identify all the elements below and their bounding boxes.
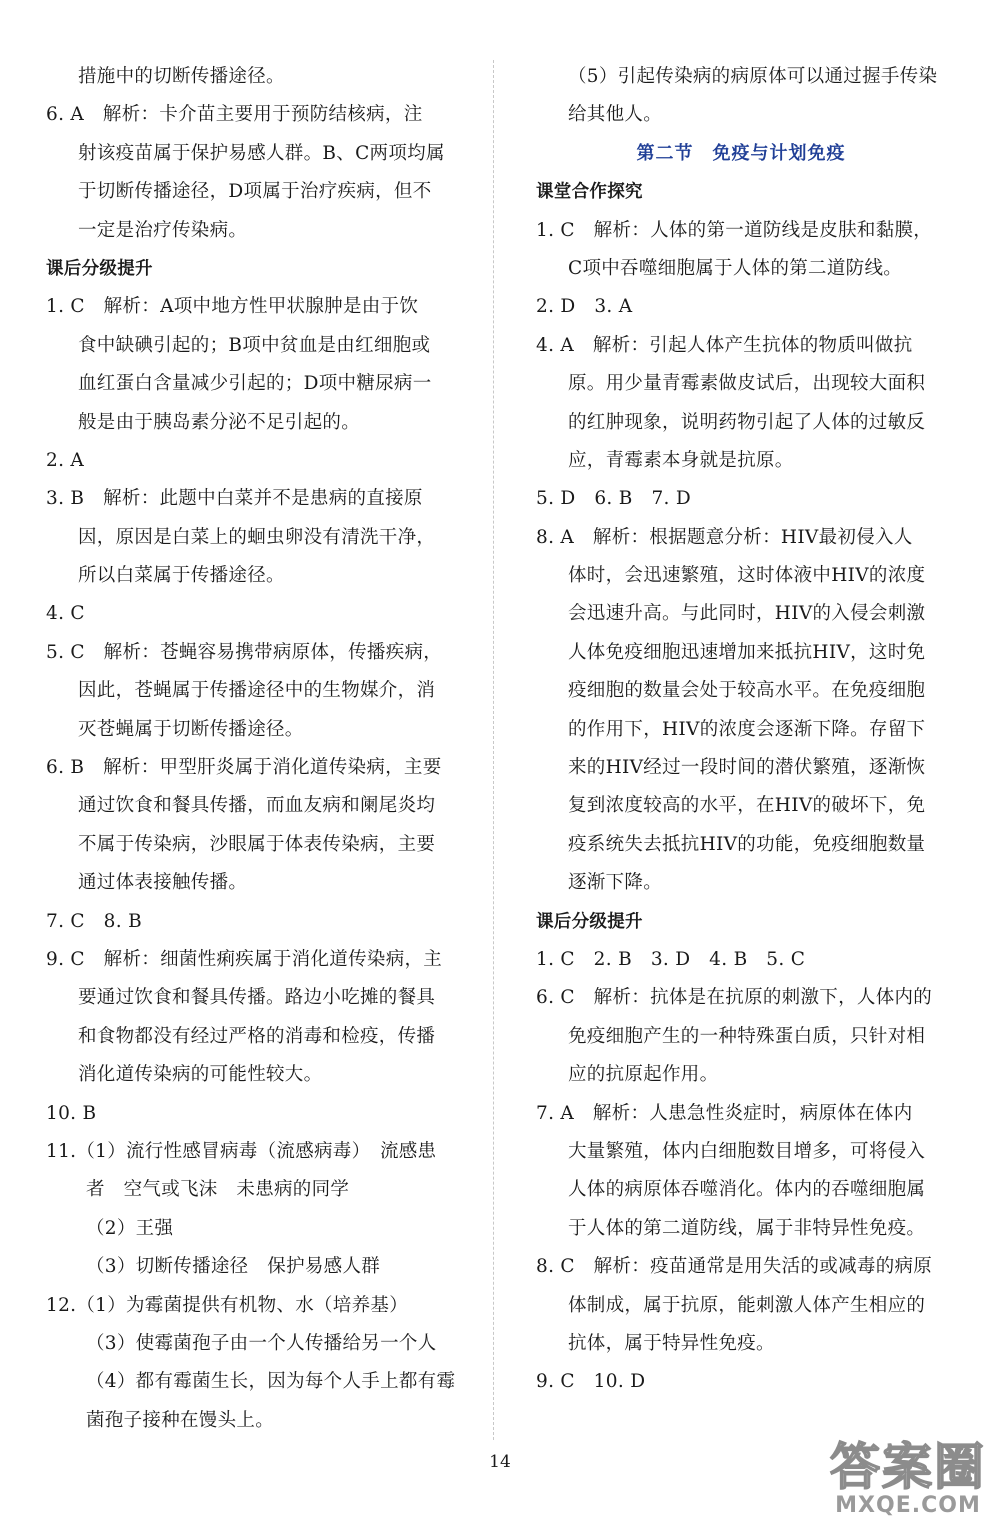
text-line: 11.（1）流行性感冒病毒（流感病毒） 流感患 (46, 1140, 437, 1162)
text-line: 消化道传染病的可能性较大。 (78, 1064, 323, 1086)
text-line: 5. D 6. B 7. D (536, 488, 692, 510)
text-line: 所以白菜属于传播途径。 (78, 565, 285, 587)
watermark-text: 答案圈 (830, 1438, 986, 1496)
text-line: 菌孢子接种在馒头上。 (86, 1409, 275, 1431)
text-line: 因，原因是白菜上的蛔虫卵没有清洗干净， (78, 526, 436, 548)
text-line: 9. C 解析：细菌性痢疾属于消化道传染病，主 (46, 948, 443, 970)
text-line: 疫系统失去抵抗HIV的功能，免疫细胞数量 (568, 833, 926, 855)
text-line: 1. C 解析：人体的第一道防线是皮肤和黏膜， (536, 219, 933, 241)
text-line: 1. C 解析：A项中地方性甲状腺肿是由于饮 (46, 296, 419, 318)
text-line: 3. B 解析：此题中白菜并不是患病的直接原 (46, 488, 423, 510)
subsection-heading: 课后分级提升 (46, 258, 153, 279)
left-column (46, 58, 466, 1440)
watermark-url: MXQE.COM (835, 1493, 981, 1518)
text-line: 4. C (46, 603, 85, 625)
text-line: 1. C 2. B 3. D 4. B 5. C (536, 948, 806, 970)
text-line: 应的抗原起作用。 (568, 1064, 719, 1086)
text-line: 8. A 解析：根据题意分析：HIV最初侵入人 (536, 526, 913, 548)
text-line: 复到浓度较高的水平，在HIV的破坏下，免 (568, 795, 926, 817)
text-line: 10. B (46, 1102, 97, 1124)
text-line: 7. A 解析：人患急性炎症时，病原体在体内 (536, 1102, 913, 1124)
text-line: 5. C 解析：苍蝇容易携带病原体，传播疾病， (46, 641, 443, 663)
text-line: 原。用少量青霉素做皮试后，出现较大面积 (568, 373, 926, 395)
column-divider (493, 60, 494, 1440)
text-line: 大量繁殖，体内白细胞数目增多，可将侵入 (568, 1140, 926, 1162)
text-line: 应，青霉素本身就是抗原。 (568, 449, 794, 471)
text-line: 来的HIV经过一段时间的潜伏繁殖，逐渐恢 (568, 757, 926, 779)
text-line: 8. C 解析：疫苗通常是用失活的或减毒的病原 (536, 1256, 933, 1278)
text-line: （3）使霉菌孢子由一个人传播给另一个人 (86, 1332, 437, 1354)
text-line: 灭苍蝇属于切断传播途径。 (78, 718, 304, 740)
text-line: 般是由于胰岛素分泌不足引起的。 (78, 411, 361, 433)
text-line: 的红肿现象，说明药物引起了人体的过敏反 (568, 411, 926, 433)
text-line: 射该疫苗属于保护易感人群。B、C两项均属 (78, 142, 445, 164)
text-line: 的作用下，HIV的浓度会逐渐下降。存留下 (568, 718, 926, 740)
text-line: 要通过饮食和餐具传播。路边小吃摊的餐具 (78, 987, 436, 1009)
text-line: 9. C 10. D (536, 1371, 646, 1393)
text-line: （4）都有霉菌生长，因为每个人手上都有霉 (86, 1371, 456, 1393)
text-line: 4. A 解析：引起人体产生抗体的物质叫做抗 (536, 334, 913, 356)
text-line: （5）引起传染病的病原体可以通过握手传染 (568, 66, 938, 87)
text-line: 逐渐下降。 (568, 872, 663, 894)
text-line: 疫细胞的数量会处于较高水平。在免疫细胞 (568, 680, 926, 702)
text-line: 体制成，属于抗原，能刺激人体产生相应的 (568, 1294, 926, 1316)
text-line: 食中缺碘引起的；B项中贫血是由红细胞或 (78, 334, 431, 356)
text-line: 免疫细胞产生的一种特殊蛋白质，只针对相 (568, 1025, 926, 1047)
text-line: （3）切断传播途径 保护易感人群 (86, 1256, 381, 1278)
text-line: 6. A 解析：卡介苗主要用于预防结核病，注 (46, 104, 423, 126)
section-title: 第二节 免疫与计划免疫 (636, 142, 846, 164)
text-line: 人体的病原体吞噬消化。体内的吞噬细胞属 (568, 1179, 926, 1201)
text-line: 会迅速升高。与此同时，HIV的入侵会刺激 (568, 603, 926, 625)
text-line: 血红蛋白含量减少引起的；D项中糖尿病一 (78, 373, 432, 395)
text-line: （2）王强 (86, 1217, 174, 1239)
text-line: 给其他人。 (568, 104, 663, 126)
page-number: 14 (489, 1452, 511, 1472)
text-line: 6. B 解析：甲型肝炎属于消化道传染病，主要 (46, 757, 442, 779)
subsection-heading: 课后分级提升 (536, 911, 643, 932)
text-line: 一定是治疗传染病。 (78, 219, 248, 241)
text-line: 2. D 3. A (536, 296, 633, 318)
text-line: 通过体表接触传播。 (78, 872, 248, 894)
text-line: 6. C 解析：抗体是在抗原的刺激下，人体内的 (536, 987, 933, 1009)
text-line: 体时，会迅速繁殖，这时体液中HIV的浓度 (568, 565, 926, 587)
text-line: 措施中的切断传播途径。 (78, 66, 285, 87)
text-line: 于切断传播途径，D项属于治疗疾病，但不 (78, 181, 432, 203)
right-column (536, 58, 946, 1402)
text-line: 2. A (46, 449, 85, 471)
text-line: 12.（1）为霉菌提供有机物、水（培养基） (46, 1294, 408, 1316)
text-line: 抗体，属于特异性免疫。 (568, 1332, 775, 1354)
text-line: 人体免疫细胞迅速增加来抵抗HIV，这时免 (568, 641, 926, 663)
text-line: 因此，苍蝇属于传播途径中的生物媒介，消 (78, 680, 436, 702)
text-line: 7. C 8. B (46, 910, 143, 932)
text-line: 通过饮食和餐具传播，而血友病和阑尾炎均 (78, 795, 436, 817)
watermark-logo (830, 1438, 986, 1518)
text-line: 于人体的第二道防线，属于非特异性免疫。 (568, 1217, 926, 1239)
subsection-heading: 课堂合作探究 (536, 182, 643, 203)
text-line: C项中吞噬细胞属于人体的第二道防线。 (568, 257, 903, 279)
text-line: 和食物都没有经过严格的消毒和检疫，传播 (78, 1025, 436, 1047)
text-line: 者 空气或飞沫 未患病的同学 (86, 1179, 350, 1201)
text-line: 不属于传染病，沙眼属于体表传染病，主要 (78, 833, 436, 855)
